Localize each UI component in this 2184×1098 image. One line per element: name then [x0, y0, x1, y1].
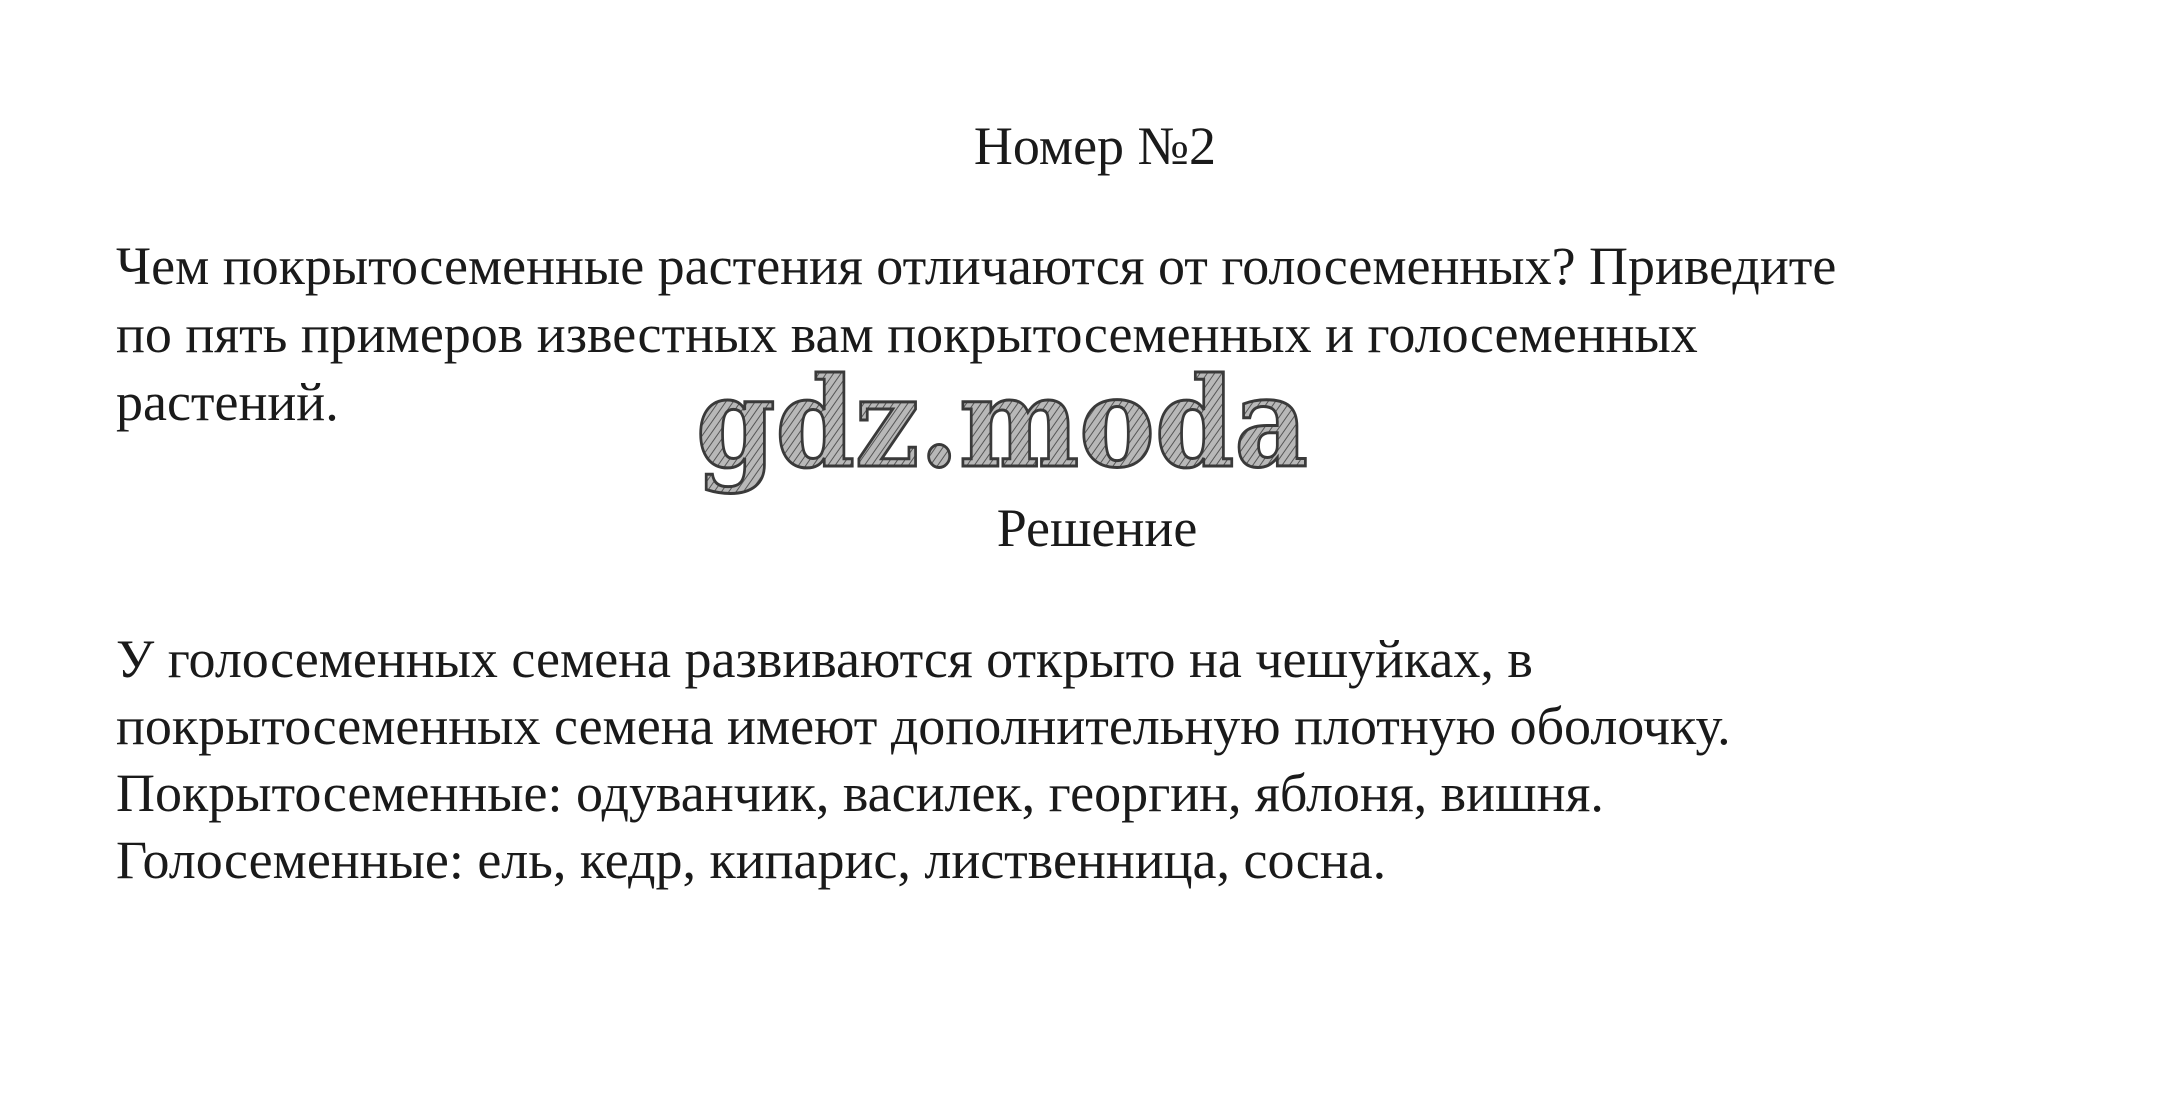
solution-heading	[0, 496, 2184, 560]
answer-line: У голосеменных семена развиваются открыто на чешуйках, в	[116, 629, 1533, 689]
solution-heading-text: Решение	[996, 498, 1198, 558]
watermark-logo	[690, 358, 1320, 508]
answer-line: Голосеменные: ель, кедр, кипарис, лиственница, сосна.	[116, 830, 1387, 890]
answer-text	[116, 626, 2096, 894]
answer-line: покрытосеменных семена имеют дополнительную плотную оболочку.	[116, 696, 1731, 756]
page-title	[0, 114, 2184, 178]
page-title-text: Номер №2	[973, 116, 1217, 176]
question-line: по пять примеров известных вам покрытосеменных и голосеменных	[116, 304, 1698, 364]
question-line: растений.	[116, 372, 339, 432]
answer-line: Покрытосеменные: одуванчик, василек, георгин, яблоня, вишня.	[116, 763, 1604, 823]
question-line: Чем покрытосеменные растения отличаются от голосеменных? Приведите	[116, 236, 1837, 296]
watermark-text: gdz.moda	[696, 358, 1308, 496]
